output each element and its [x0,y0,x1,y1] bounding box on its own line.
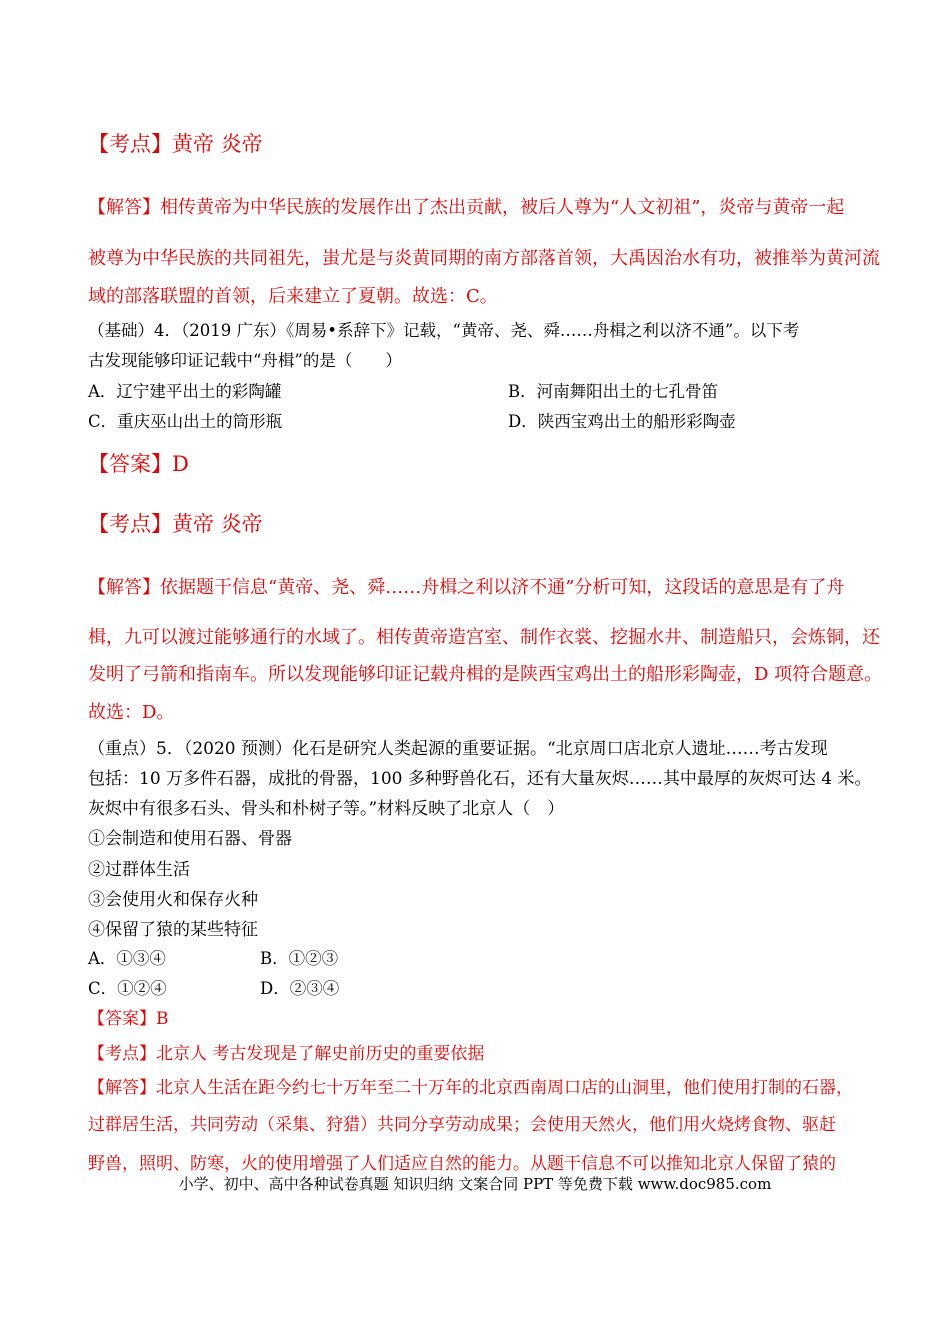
kaodian-heading-2: 【考点】黄帝 炎帝 [88,512,263,536]
jieda-line-1-2: 被尊为中华民族的共同祖先，蚩尤是与炎黄同期的南方部落首领，大禹因治水有功，被推举为黄河流 [88,248,880,269]
q4-answer: 【答案】D [88,452,189,476]
q4-option-c: C．重庆巫山出土的筒形瓶 [88,412,283,431]
q4-option-d: D．陕西宝鸡出土的船形彩陶壶 [508,412,736,431]
q5-answer-row [88,1004,169,1029]
q5-answer-value: B [156,1009,169,1029]
q4-stem-line-1: （基础）4．（2019 广东）《周易•系辞下》记载，“黄帝、尧、舜……舟楫之利以济不通”。以下考 [88,321,800,340]
q4-jieda-line-3: 发明了弓箭和指南车。所以发现能够印证记载舟楫的是陕西宝鸡出土的船形彩陶壶，D 项符合题意。 [88,664,883,685]
q5-option-d: D．②③④ [260,979,340,998]
jieda-line-1-1: 【解答】相传黄帝为中华民族的发展作出了杰出贡献，被后人尊为“人文初祖”，炎帝与黄帝一起 [88,197,845,218]
q5-item-2: ②过群体生活 [88,860,190,880]
q5-stem-line-3: 灰烬中有很多石头、骨头和朴树子等。”材料反映了北京人（ ） [88,799,565,819]
page-footer: 小学、初中、高中各种试卷真题 知识归纳 文案合同 PPT 等免费下载 www.doc985.com [178,1175,772,1193]
q5-kaodian-label: 【考点】 [88,1044,156,1064]
q5-item-1: ①会制造和使用石器、骨器 [88,829,292,849]
q5-answer-label: 【答案】 [88,1009,156,1029]
q4-option-a: A．辽宁建平出土的彩陶罐 [88,382,282,401]
q5-option-c: C．①②④ [88,979,167,998]
q4-option-b: B．河南舞阳出土的七孔骨笛 [508,382,719,401]
q5-jieda-line-3: 野兽，照明、防寒，火的使用增强了人们适应自然的能力。从题干信息不可以推知北京人保留了猿的 [88,1154,836,1174]
q5-item-3: ③会使用火和保存火种 [88,890,258,910]
q5-stem-line-1: （重点）5．（2020 预测）化石是研究人类起源的重要证据。“北京周口店北京人遗址……考古发现 [88,739,828,759]
q5-option-b: B．①②③ [260,949,339,968]
q5-option-a: A．①③④ [88,949,166,968]
q5-stem-line-2: 包括：10 万多件石器，成批的骨器，100 多种野兽化石，还有大量灰烬……其中最厚的灰烬可达 4 米。 [88,769,872,789]
jieda-line-1-3: 域的部落联盟的首领，后来建立了夏朝。故选：C。 [88,286,498,307]
q5-kaodian-row [88,1039,484,1064]
q4-jieda-line-2: 楫，九可以渡过能够通行的水域了。相传黄帝造宫室、制作衣裳、挖掘水井、制造船只，会炼铜，还 [88,627,880,648]
q4-stem-line-2: 古发现能够印证记载中“舟楫”的是（ ） [88,351,402,370]
q4-jieda-line-1: 【解答】依据题干信息“黄帝、尧、舜……舟楫之利以济不通”分析可知，这段话的意思是有了舟 [88,577,845,598]
q5-kaodian-value: 北京人 考古发现是了解史前历史的重要依据 [156,1044,485,1064]
q5-jieda-line-2: 过群居生活，共同劳动（采集、狩猎）共同分享劳动成果；会使用天然火，他们用火烧烤食物、驱赶 [88,1115,836,1135]
q5-jieda-line-1: 【解答】北京人生活在距今约七十万年至二十万年的北京西南周口店的山洞里，他们使用打制的石器， [88,1078,853,1098]
q4-jieda-line-4: 故选：D。 [88,702,175,723]
q5-item-4: ④保留了猿的某些特征 [88,920,258,940]
kaodian-heading-1: 【考点】黄帝 炎帝 [88,132,263,156]
